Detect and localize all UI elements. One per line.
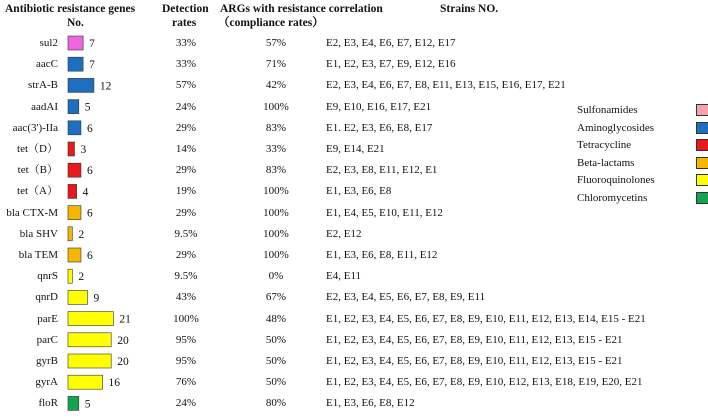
legend-swatch <box>696 122 708 134</box>
compliance-rate: 67% <box>265 291 287 304</box>
compliance-rate: 57% <box>265 37 287 49</box>
no-header: No. <box>67 17 84 29</box>
bar <box>68 312 113 326</box>
gene-label: parC <box>36 333 58 346</box>
bar-value-label: 6 <box>86 165 93 178</box>
detection-rate: 76% <box>175 376 197 389</box>
strains-list: E1. E2, E3, E6, E8, E17 <box>326 121 433 134</box>
bar <box>68 184 77 198</box>
bar-value-label: 5 <box>84 101 91 114</box>
compliance-rate: 80% <box>265 397 287 410</box>
legend-label: Aminoglycosides <box>577 121 654 134</box>
gene-label: gyrA <box>35 376 58 389</box>
detection-rate: 19% <box>175 185 197 198</box>
detection-rate: 9.5% <box>174 270 198 283</box>
gene-label: tet（B） <box>17 164 58 177</box>
strains-list: E2, E12 <box>326 227 362 240</box>
detection-rate: 24% <box>175 100 197 113</box>
bar-value-label: 21 <box>119 313 131 326</box>
detection-rate: 95% <box>175 355 197 367</box>
bar-value-label: 6 <box>86 207 93 220</box>
bar <box>68 57 83 71</box>
detection-rate: 57% <box>175 79 197 92</box>
compliance-rate: 100% <box>263 249 289 261</box>
compliance-rate: 48% <box>265 312 287 325</box>
bar <box>68 375 103 389</box>
legend-label: Chloromycetins <box>577 191 648 204</box>
strains-list: E2, E3, E4, E5, E6, E7, E8, E9, E11 <box>326 291 486 304</box>
bar <box>68 163 81 177</box>
gene-label: aac(3')-IIa <box>12 121 58 134</box>
bar-value-label: 9 <box>93 292 100 305</box>
args-header-line1: ARGs with resistance correlation <box>220 3 383 15</box>
bar <box>68 142 74 156</box>
bar <box>68 100 79 114</box>
detection-header-line2: rates <box>172 17 197 29</box>
bar-value-label: 3 <box>80 144 87 156</box>
strains-list: E2, E3, E4, E6, E7, E8, E11, E13, E15, E16, E17, E21 <box>326 79 566 92</box>
detection-rate: 33% <box>175 58 197 71</box>
compliance-rate: 100% <box>263 100 289 113</box>
bar <box>68 269 72 283</box>
detection-rate: 29% <box>175 206 197 219</box>
legend-swatch <box>696 139 708 151</box>
gene-label: bla TEM <box>18 249 58 261</box>
legend-swatch <box>696 157 708 169</box>
gene-label: bla SHV <box>19 227 58 240</box>
compliance-rate: 50% <box>265 355 287 367</box>
strains-list: E1, E2, E3, E7, E9, E12, E16 <box>326 58 456 71</box>
bar <box>68 206 81 220</box>
genes-header: Antibiotic resistance genes <box>5 3 136 15</box>
detection-rate: 33% <box>175 37 197 49</box>
gene-label: qnrS <box>37 270 58 283</box>
compliance-rate: 100% <box>263 227 289 240</box>
gene-label: aacC <box>36 58 58 71</box>
gene-label: tet（D） <box>17 143 58 155</box>
compliance-rate: 42% <box>265 79 287 92</box>
detection-rate: 29% <box>175 249 197 261</box>
bar <box>68 333 111 347</box>
detection-rate: 29% <box>175 164 197 177</box>
strains-list: E1, E2, E3, E4, E5, E6, E7, E8, E9, E10, E11, E12, E13, E15 - E21 <box>326 333 623 346</box>
bar <box>68 78 94 92</box>
bar-value-label: 12 <box>99 80 112 93</box>
compliance-rate: 50% <box>265 333 287 346</box>
detection-rate: 24% <box>175 397 197 410</box>
strains-list: E4, E11 <box>326 270 362 283</box>
gene-label: strA-B <box>28 79 58 92</box>
legend-swatch <box>696 104 708 116</box>
detection-rate: 29% <box>175 121 197 134</box>
strains-list: E1, E2, E3, E4, E5, E6, E7, E8, E9, E10, E11, E12, E13, E14, E15 - E21 <box>326 312 646 325</box>
bar-value-label: 6 <box>86 250 93 262</box>
bar-value-label: 4 <box>82 186 89 199</box>
gene-label: bla CTX-M <box>6 206 58 219</box>
bar-value-label: 20 <box>117 356 129 368</box>
detection-header-line1: Detection <box>162 3 209 15</box>
bar-value-label: 7 <box>89 59 95 72</box>
compliance-rate: 0% <box>268 270 284 283</box>
strains-list: E1, E3, E6, E8, E12 <box>326 397 415 410</box>
compliance-rate: 83% <box>265 121 287 134</box>
bar <box>68 36 83 50</box>
detection-rate: 14% <box>175 143 197 155</box>
strains-list: E1, E2, E3, E4, E5, E6, E7, E8, E9, E10, E12, E13, E18, E19, E20, E21 <box>326 376 643 389</box>
bar-value-label: 2 <box>78 228 85 241</box>
compliance-rate: 100% <box>263 185 289 198</box>
bar-value-label: 6 <box>86 122 93 135</box>
strains-header: Strains NO. <box>440 3 499 15</box>
gene-label: gyrB <box>36 355 58 367</box>
compliance-rate: 50% <box>265 376 287 389</box>
compliance-rate: 33% <box>265 143 287 155</box>
bar-value-label: 5 <box>84 398 91 411</box>
legend-label: Sulfonamides <box>577 104 638 116</box>
bar <box>68 248 81 262</box>
legend-swatch <box>696 174 708 186</box>
args-header-line2: （compliance rates） <box>218 17 324 29</box>
strains-list: E1, E3, E6, E8 <box>326 185 392 198</box>
compliance-rate: 100% <box>263 206 289 219</box>
gene-label: parE <box>37 312 58 325</box>
strains-list: E1, E2, E3, E4, E5, E6, E7, E8, E9, E10, E11, E12, E13, E15 - E21 <box>326 355 623 367</box>
compliance-rate: 83% <box>265 164 287 177</box>
bar <box>68 227 72 241</box>
bar <box>68 290 87 304</box>
bar-value-label: 16 <box>108 377 121 390</box>
strains-list: E1, E3, E6, E8, E11, E12 <box>326 249 438 261</box>
bar <box>68 396 79 410</box>
strains-list: E2, E3, E8, E11, E12, E1 <box>326 164 438 177</box>
detection-rate: 100% <box>173 312 199 325</box>
gene-label: aadAI <box>31 100 58 113</box>
detection-rate: 43% <box>175 291 197 304</box>
legend-label: Beta-lactams <box>577 156 635 169</box>
gene-label: floR <box>38 397 58 410</box>
strains-list: E1, E4, E5, E10, E11, E12 <box>326 206 443 219</box>
legend-label: Fluoroquinolones <box>577 174 655 186</box>
bar-value-label: 20 <box>117 334 129 347</box>
bar-value-label: 7 <box>89 38 95 50</box>
legend-swatch <box>696 192 708 204</box>
strains-list: E2, E3, E4, E6, E7, E12, E17 <box>326 37 456 49</box>
gene-label: sul2 <box>39 37 58 49</box>
strains-list: E9, E14, E21 <box>326 143 385 155</box>
bar-value-label: 2 <box>78 271 85 284</box>
compliance-rate: 71% <box>265 58 287 71</box>
detection-rate: 9.5% <box>174 227 198 240</box>
legend-label: Tetracycline <box>577 139 632 151</box>
gene-label: tet（A） <box>17 185 58 198</box>
bar <box>68 354 111 368</box>
gene-label: qnrD <box>35 291 58 304</box>
bar <box>68 121 81 135</box>
strains-list: E9, E10, E16, E17, E21 <box>326 100 432 113</box>
detection-rate: 95% <box>175 333 197 346</box>
